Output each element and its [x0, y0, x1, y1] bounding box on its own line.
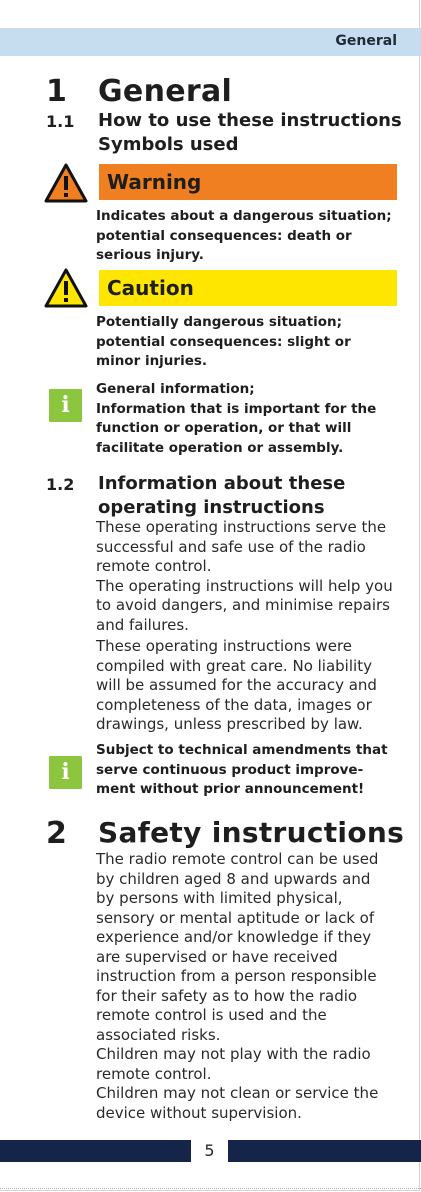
body-line: are supervised or have received: [96, 947, 338, 966]
section-1-1-title: [98, 109, 402, 157]
body-line: device without supervision.: [96, 1103, 302, 1122]
section-1-1-title-line: How to use these instructions: [98, 110, 402, 131]
page-number: 5: [204, 1141, 215, 1160]
footer-bar-left: [0, 1140, 191, 1162]
section-1-2-title-line: operating instructions: [98, 497, 325, 518]
warning-text-line: Indicates about a dangerous situation;: [96, 208, 392, 224]
body-line: instruction from a person responsible: [96, 967, 377, 985]
notice-text-line: Subject to technical amendments that: [96, 742, 388, 758]
info-icon: i: [49, 756, 82, 789]
body-line: by children aged 8 and upwards and: [96, 869, 371, 888]
body-line: associated risks.: [96, 1025, 221, 1044]
section-1-2-number: 1.2: [46, 475, 75, 494]
caution-banner: Caution: [99, 270, 397, 306]
warning-banner: Warning: [99, 164, 397, 200]
section-1-1-subtitle: Symbols used: [98, 134, 239, 155]
caution-text-line: Potentially dangerous situation;: [96, 314, 343, 330]
body-line: to avoid dangers, and minimise repairs: [96, 596, 390, 614]
caution-triangle-icon: [44, 268, 88, 308]
info-text-line: facilitate operation or assembly.: [96, 439, 344, 456]
body-line: The radio remote control can be used: [96, 850, 379, 868]
amendment-notice-text: [96, 741, 401, 800]
section-1-2-paragraph-1: [96, 518, 401, 635]
section-1-2-paragraph-2: [96, 637, 401, 735]
caution-text-line: potential consequences: slight or: [96, 333, 351, 350]
body-line: remote control.: [96, 1064, 212, 1083]
warning-text-line: potential consequences: death or: [96, 227, 352, 244]
body-line: remote control is used and the: [96, 1006, 327, 1024]
info-text-line: General information;: [96, 381, 255, 397]
section-1-number: 1: [46, 74, 67, 109]
body-line: compiled with great care. No liability: [96, 656, 372, 675]
body-line: and failures.: [96, 615, 189, 634]
section-2-title: Safety instructions: [98, 816, 405, 849]
body-line: experience and/or knowledge if they: [96, 928, 372, 946]
body-line: Children may not clean or service the: [96, 1084, 379, 1102]
warning-text: [96, 207, 401, 266]
info-text-line: Information that is important for the: [96, 400, 377, 417]
section-2-paragraph-2: [96, 1045, 401, 1084]
section-2-paragraph-1: [96, 850, 401, 1045]
body-line: drawings, unless prescribed by law.: [96, 715, 363, 733]
body-line: completeness of the data, images or: [96, 695, 372, 714]
body-line: These operating instructions were: [96, 637, 353, 655]
notice-text-line: ment without prior announcement!: [96, 781, 365, 797]
running-header-label: General: [335, 33, 397, 49]
body-line: remote control.: [96, 557, 212, 575]
body-line: for their safety as to how the radio: [96, 986, 358, 1005]
footer-bar-right: [228, 1140, 421, 1162]
caution-text: [96, 313, 401, 372]
body-line: Children may not play with the radio: [96, 1045, 371, 1063]
body-line: by persons with limited physical,: [96, 889, 343, 907]
body-line: successful and safe use of the radio: [96, 537, 366, 556]
info-text-line: function or operation, or that will: [96, 420, 352, 436]
warning-triangle-icon: [44, 163, 88, 203]
warning-text-line: serious injury.: [96, 247, 204, 263]
body-line: will be assumed for the accuracy and: [96, 676, 377, 694]
info-icon: i: [49, 389, 82, 422]
body-line: sensory or mental aptitude or lack of: [96, 908, 375, 927]
general-information-text: [96, 380, 401, 458]
body-line: The operating instructions will help you: [96, 576, 393, 595]
section-2-paragraph-3: [96, 1084, 401, 1123]
section-1-1-number: 1.1: [46, 112, 75, 131]
notice-text-line: serve continuous product improve-: [96, 761, 364, 778]
page-trim-line: [0, 1188, 421, 1189]
section-2-number: 2: [46, 816, 67, 851]
caution-text-line: minor injuries.: [96, 353, 208, 369]
body-line: These operating instructions serve the: [96, 518, 387, 536]
running-header: [0, 28, 421, 56]
section-1-title: General: [98, 74, 233, 109]
section-1-2-title-line: Information about these: [98, 473, 346, 494]
section-1-2-title: [98, 472, 345, 520]
